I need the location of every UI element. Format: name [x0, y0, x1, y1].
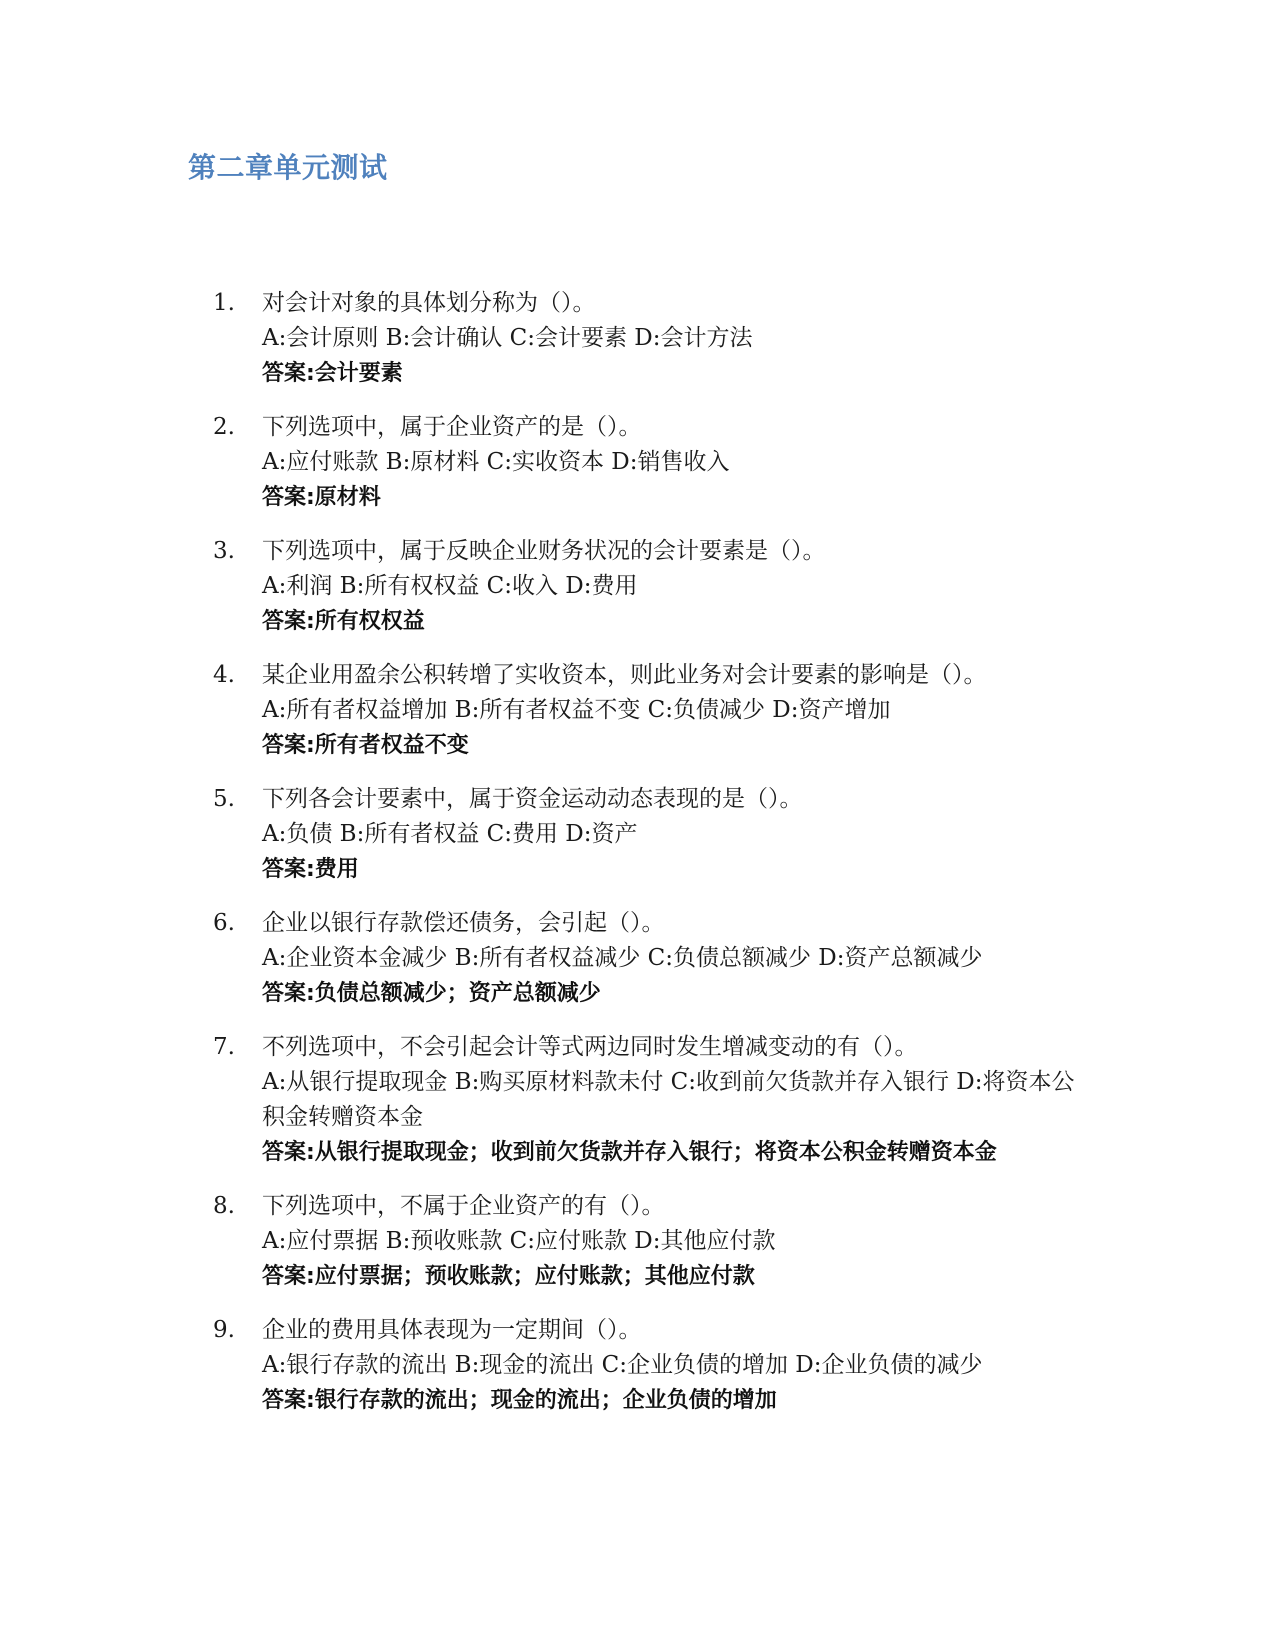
question-options: A:应付账款 B:原材料 C:实收资本 D:销售收入 [262, 449, 730, 475]
question-list [0, 286, 1275, 1437]
question-item [0, 658, 1275, 763]
question-text: 下列选项中，属于反映企业财务状况的会计要素是（）。 [262, 538, 826, 564]
question-item [0, 1189, 1275, 1294]
question-answer: 答案:负债总额减少；资产总额减少 [262, 981, 601, 1006]
question-item [0, 534, 1275, 639]
question-options: A:银行存款的流出 B:现金的流出 C:企业负债的增加 D:企业负债的减少 [262, 1352, 983, 1378]
question-item [0, 1030, 1275, 1170]
question-answer: 答案:所有者权益不变 [262, 733, 469, 758]
question-answer: 答案:原材料 [262, 485, 381, 510]
question-number: 3. [213, 538, 235, 564]
question-item [0, 1313, 1275, 1418]
question-text: 对会计对象的具体划分称为（）。 [262, 290, 596, 316]
question-number: 8. [213, 1193, 235, 1219]
question-answer: 答案:从银行提取现金；收到前欠货款并存入银行；将资本公积金转赠资本金 [262, 1140, 997, 1165]
question-text: 下列选项中，属于企业资产的是（）。 [262, 414, 642, 440]
question-number: 7. [213, 1034, 235, 1060]
question-options: A:负债 B:所有者权益 C:费用 D:资产 [262, 821, 638, 847]
question-options: A:利润 B:所有权权益 C:收入 D:费用 [262, 573, 638, 599]
question-options: A:所有者权益增加 B:所有者权益不变 C:负债减少 D:资产增加 [262, 697, 891, 723]
page-title: 第二章单元测试 [188, 151, 388, 184]
question-text: 下列各会计要素中，属于资金运动动态表现的是（）。 [262, 786, 803, 812]
question-answer: 答案:费用 [262, 857, 359, 882]
question-item [0, 286, 1275, 391]
question-text: 企业的费用具体表现为一定期间（）。 [262, 1317, 642, 1343]
question-options: A:从银行提取现金 B:购买原材料款未付 C:收到前欠货款并存入银行 D:将资本公积金转赠资本金 [262, 1069, 1075, 1130]
question-answer: 答案:应付票据；预收账款；应付账款；其他应付款 [262, 1264, 755, 1289]
question-number: 1. [213, 290, 235, 316]
question-number: 9. [213, 1317, 235, 1343]
question-answer: 答案:所有权权益 [262, 609, 425, 634]
question-text: 企业以银行存款偿还债务，会引起（）。 [262, 910, 665, 936]
question-answer: 答案:会计要素 [262, 361, 403, 386]
question-options: A:应付票据 B:预收账款 C:应付账款 D:其他应付款 [262, 1228, 776, 1254]
question-text: 某企业用盈余公积转增了实收资本，则此业务对会计要素的影响是（）。 [262, 662, 987, 688]
question-number: 6. [213, 910, 235, 936]
question-number: 4. [213, 662, 235, 688]
question-answer: 答案:银行存款的流出；现金的流出；企业负债的增加 [262, 1388, 777, 1413]
question-text: 不列选项中，不会引起会计等式两边同时发生增减变动的有（）。 [262, 1034, 918, 1060]
question-text: 下列选项中，不属于企业资产的有（）。 [262, 1193, 665, 1219]
question-number: 2. [213, 414, 235, 440]
question-number: 5. [213, 786, 235, 812]
question-item [0, 906, 1275, 1011]
question-options: A:企业资本金减少 B:所有者权益减少 C:负债总额减少 D:资产总额减少 [262, 945, 983, 971]
question-item [0, 410, 1275, 515]
question-options: A:会计原则 B:会计确认 C:会计要素 D:会计方法 [262, 325, 753, 351]
question-item [0, 782, 1275, 887]
